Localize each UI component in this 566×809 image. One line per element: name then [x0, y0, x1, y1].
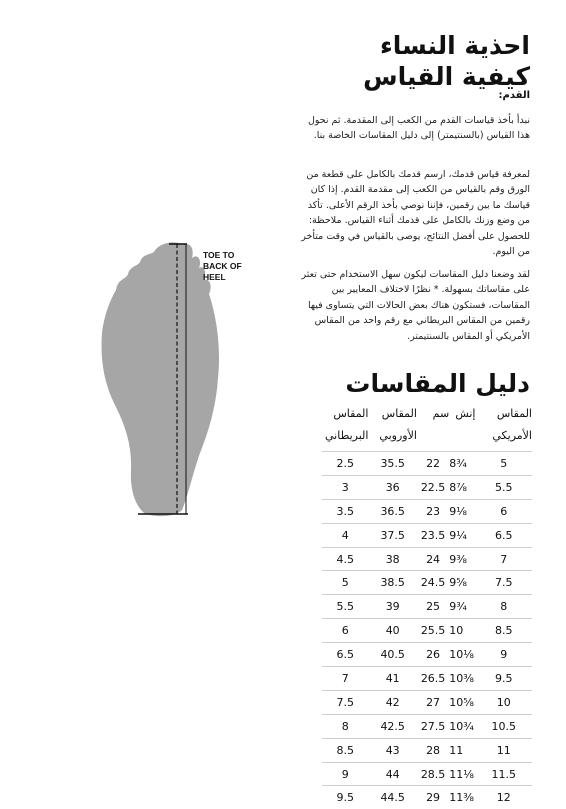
table-row	[322, 738, 532, 762]
cell-eu-size: 42	[368, 690, 416, 714]
table-row	[322, 786, 532, 809]
cell-eu-size: 38	[368, 547, 416, 571]
table-row	[322, 619, 532, 643]
cell-uk-size: 5	[322, 571, 368, 595]
cell-eu-size: 42.5	[368, 714, 416, 738]
cell-us-size: 9	[475, 643, 532, 667]
cell-cm: 23.5	[417, 523, 449, 547]
cell-eu-size: 41	[368, 667, 416, 691]
cell-cm: 26	[417, 643, 449, 667]
foot-silhouette	[102, 242, 219, 516]
cell-uk-size: 8.5	[322, 738, 368, 762]
size-table-header-row	[322, 403, 532, 452]
header-inch: إنش	[449, 403, 475, 452]
cell-uk-size: 3	[322, 475, 368, 499]
cell-eu-size: 40	[368, 619, 416, 643]
toe-to-heel-label-line2: BACK OF	[203, 261, 242, 272]
cell-cm: 23	[417, 499, 449, 523]
cell-uk-size: 9.5	[322, 786, 368, 809]
cell-inch: 9¾	[449, 595, 475, 619]
table-row	[322, 547, 532, 571]
table-row	[322, 523, 532, 547]
cell-eu-size: 39	[368, 595, 416, 619]
table-row	[322, 690, 532, 714]
cell-uk-size: 9	[322, 762, 368, 786]
cell-cm: 22	[417, 452, 449, 476]
size-table-body	[322, 452, 532, 809]
table-row	[322, 667, 532, 691]
cell-cm: 28	[417, 738, 449, 762]
table-row	[322, 643, 532, 667]
cell-uk-size: 4.5	[322, 547, 368, 571]
cell-uk-size: 2.5	[322, 452, 368, 476]
cell-uk-size: 6	[322, 619, 368, 643]
cell-cm: 27.5	[417, 714, 449, 738]
toe-to-heel-label-line3: HEEL	[203, 272, 242, 283]
cell-inch: 10	[449, 619, 475, 643]
cell-inch: 10¾	[449, 714, 475, 738]
cell-uk-size: 7.5	[322, 690, 368, 714]
toe-to-heel-label	[203, 250, 242, 283]
cell-inch: 8¾	[449, 452, 475, 476]
cell-us-size: 8.5	[475, 619, 532, 643]
intro-paragraph: نبدأ بأخذ قياسات القدم من الكعب إلى المقدمة. ثم نحول هذا القياس (بالسنتيمتر) إلى دليل المقاسات الخاصة بنا.	[300, 113, 530, 144]
toe-to-heel-label-line1: TOE TO	[203, 250, 242, 261]
cell-inch: 11⅜	[449, 786, 475, 809]
cell-us-size: 12	[475, 786, 532, 809]
cell-uk-size: 8	[322, 714, 368, 738]
cell-eu-size: 44.5	[368, 786, 416, 809]
cell-cm: 27	[417, 690, 449, 714]
size-guide-note-paragraph: لقد وضعنا دليل المقاسات ليكون سهل الاستخدام حتى تعثر على مقاساتك بسهولة. * نظرًا لاختلاف المعايير بين المقاسات، فستكون هناك بعض الحالات التي يتساوى فيها رقمين من المقاس البريطاني مع رقم واحد من المقاس الأمريكي أو المقاس بالسنتيمتر.	[300, 267, 530, 344]
table-row	[322, 595, 532, 619]
cell-us-size: 8	[475, 595, 532, 619]
cell-cm: 24	[417, 547, 449, 571]
cell-inch: 9¼	[449, 523, 475, 547]
cell-eu-size: 38.5	[368, 571, 416, 595]
page-title-line2: كيفية القياس	[230, 61, 530, 92]
cell-uk-size: 5.5	[322, 595, 368, 619]
page-title	[230, 30, 530, 92]
cell-cm: 25.5	[417, 619, 449, 643]
table-row	[322, 475, 532, 499]
size-guide-title: دليل المقاسات	[345, 368, 530, 400]
cell-us-size: 6.5	[475, 523, 532, 547]
cell-us-size: 11.5	[475, 762, 532, 786]
cell-eu-size: 36	[368, 475, 416, 499]
foot-section-label: القدم:	[499, 90, 530, 101]
cell-us-size: 7.5	[475, 571, 532, 595]
cell-eu-size: 40.5	[368, 643, 416, 667]
table-row	[322, 571, 532, 595]
cell-eu-size: 43	[368, 738, 416, 762]
cell-inch: 11	[449, 738, 475, 762]
cell-uk-size: 7	[322, 667, 368, 691]
cell-cm: 24.5	[417, 571, 449, 595]
cell-inch: 10⅛	[449, 643, 475, 667]
cell-us-size: 10	[475, 690, 532, 714]
cell-cm: 29	[417, 786, 449, 809]
header-cm: سم	[417, 403, 449, 452]
cell-inch: 9⅛	[449, 499, 475, 523]
cell-inch: 9⅜	[449, 547, 475, 571]
cell-uk-size: 3.5	[322, 499, 368, 523]
cell-cm: 28.5	[417, 762, 449, 786]
header-uk-size: المقاس البريطاني	[322, 403, 368, 452]
cell-us-size: 9.5	[475, 667, 532, 691]
cell-us-size: 11	[475, 738, 532, 762]
cell-cm: 25	[417, 595, 449, 619]
table-row	[322, 762, 532, 786]
cell-inch: 11⅛	[449, 762, 475, 786]
cell-us-size: 10.5	[475, 714, 532, 738]
cell-inch: 8⅞	[449, 475, 475, 499]
cell-us-size: 5.5	[475, 475, 532, 499]
header-eu-size: المقاس الأوروبي	[368, 403, 416, 452]
cell-us-size: 5	[475, 452, 532, 476]
cell-eu-size: 44	[368, 762, 416, 786]
cell-eu-size: 36.5	[368, 499, 416, 523]
cell-uk-size: 6.5	[322, 643, 368, 667]
cell-eu-size: 35.5	[368, 452, 416, 476]
cell-inch: 10⅝	[449, 690, 475, 714]
cell-us-size: 7	[475, 547, 532, 571]
cell-us-size: 6	[475, 499, 532, 523]
cell-inch: 10⅜	[449, 667, 475, 691]
cell-cm: 26.5	[417, 667, 449, 691]
size-guide-table	[322, 403, 532, 809]
cell-inch: 9⅝	[449, 571, 475, 595]
cell-uk-size: 4	[322, 523, 368, 547]
table-row	[322, 452, 532, 476]
header-us-size: المقاس الأمريكي	[475, 403, 532, 452]
cell-cm: 22.5	[417, 475, 449, 499]
page-title-line1: احذية النساء	[230, 30, 530, 61]
cell-eu-size: 37.5	[368, 523, 416, 547]
table-row	[322, 499, 532, 523]
table-row	[322, 714, 532, 738]
measuring-instructions-paragraph: لمعرفة قياس قدمك، ارسم قدمك بالكامل على قطعة من الورق وقم بالقياس من الكعب إلى مقدمة القدم. إذا كان قياسك ما بين رقمين، فإننا نوصي بأخذ الرقم الأعلى. تأكد من وضع وزنك بالكامل على قدمك أثناء القياس. ملاحظة: للحصول على أفضل النتائج، يوصى بالقياس في وقت متأخر من اليوم.	[300, 167, 530, 259]
